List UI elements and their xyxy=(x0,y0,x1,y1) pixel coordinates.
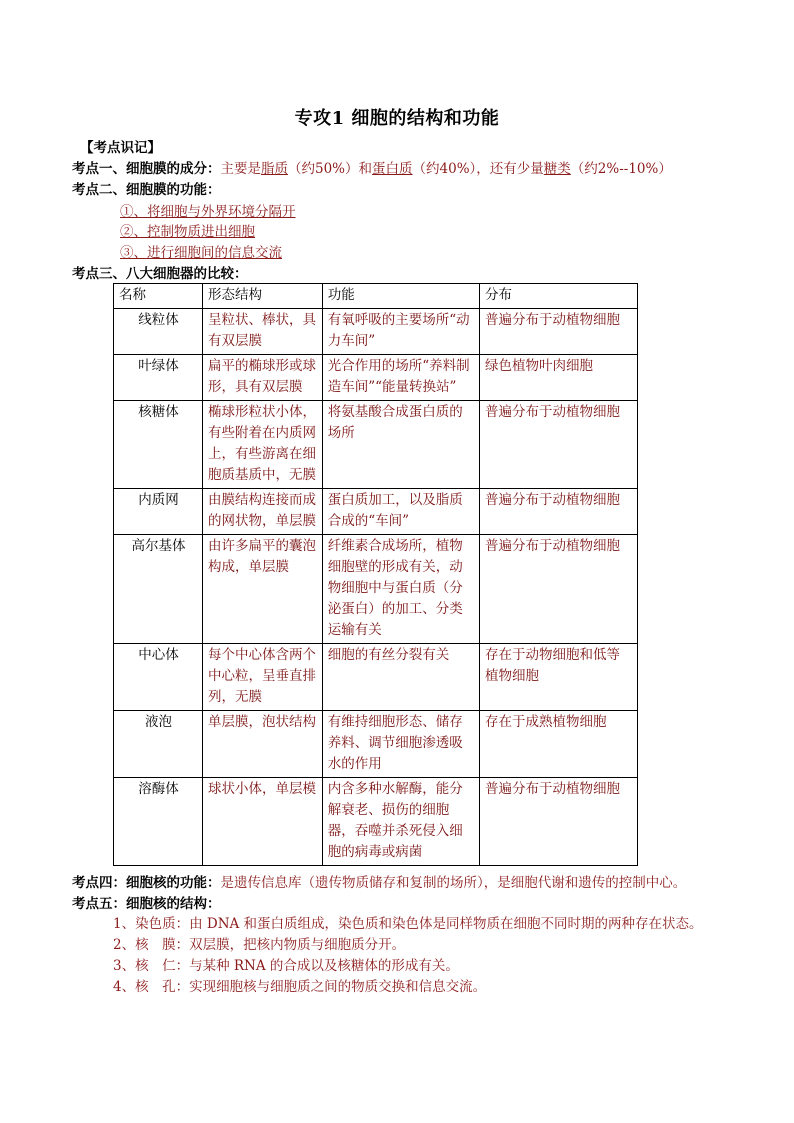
table-header-cell: 形态结构 xyxy=(202,284,322,309)
kp1-protein: 蛋白质 xyxy=(372,161,413,177)
organelle-name: 溶酶体 xyxy=(114,778,203,866)
kp2-item: ②、控制物质进出细胞 xyxy=(120,224,255,240)
organelle-shape: 呈粒状、棒状，具有双层膜 xyxy=(202,309,322,355)
table-row xyxy=(114,401,638,489)
table-row xyxy=(114,644,638,711)
organelle-function: 将氨基酸合成蛋白质的场所 xyxy=(322,401,479,489)
table-row xyxy=(114,535,638,644)
table-row xyxy=(114,711,638,778)
table-row xyxy=(114,778,638,866)
organelle-distribution: 存在于动物细胞和低等植物细胞 xyxy=(480,644,638,711)
table-header-row xyxy=(114,284,638,309)
kp1-lipid: 脂质 xyxy=(261,161,288,177)
organelle-shape: 每个中心体含两个中心粒，呈垂直排列，无膜 xyxy=(202,644,322,711)
table-row xyxy=(114,309,638,355)
organelle-name: 核糖体 xyxy=(114,401,203,489)
kp5-item: 4、核 孔：实现细胞核与细胞质之间的物质交换和信息交流。 xyxy=(113,979,487,995)
organelle-name: 线粒体 xyxy=(114,309,203,355)
kp1-text-d: （约2%--10%） xyxy=(570,161,672,177)
organelle-name: 叶绿体 xyxy=(114,355,203,401)
kp5-label: 考点五：细胞核的结构： xyxy=(72,896,221,912)
organelle-distribution: 普遍分布于动植物细胞 xyxy=(480,401,638,489)
organelle-name: 高尔基体 xyxy=(114,535,203,644)
kp5-item: 1、染色质：由 DNA 和蛋白质组成，染色质和染色体是同样物质在细胞不同时期的两种存在状态。 xyxy=(113,916,703,932)
organelle-distribution: 绿色植物叶肉细胞 xyxy=(480,355,638,401)
table-header-cell: 功能 xyxy=(322,284,479,309)
kp1-sugar: 糖类 xyxy=(543,161,571,177)
organelle-shape: 椭球形粒状小体，有些附着在内质网上，有些游离在细胞质基质中，无膜 xyxy=(202,401,322,489)
kp1-text-a: 主要是 xyxy=(220,161,261,177)
table-header-cell: 分布 xyxy=(480,284,638,309)
section-header: 【考点识记】 xyxy=(80,140,161,156)
organelle-function: 有氧呼吸的主要场所“动力车间” xyxy=(322,309,479,355)
kp2-label: 考点二、细胞膜的功能： xyxy=(72,182,221,198)
organelle-distribution: 普遍分布于动植物细胞 xyxy=(480,489,638,535)
table-header-cell: 名称 xyxy=(114,284,203,309)
organelle-distribution: 普遍分布于动植物细胞 xyxy=(480,778,638,866)
kp5-item: 2、核 膜：双层膜，把核内物质与细胞质分开。 xyxy=(113,937,406,953)
organelle-function: 纤维素合成场所，植物细胞壁的形成有关，动物细胞中与蛋白质（分泌蛋白）的加工、分类运输有关 xyxy=(322,535,479,644)
kp4-line xyxy=(72,873,686,893)
organelle-name: 中心体 xyxy=(114,644,203,711)
organelle-shape: 球状小体，单层模 xyxy=(202,778,322,866)
organelle-name: 液泡 xyxy=(114,711,203,778)
kp1-text-b: （约50%）和 xyxy=(288,161,373,177)
organelle-distribution: 普遍分布于动植物细胞 xyxy=(480,309,638,355)
organelle-shape: 由许多扁平的囊泡构成，单层膜 xyxy=(202,535,322,644)
kp1-label: 考点一、细胞膜的成分： xyxy=(72,161,221,177)
organelle-table xyxy=(113,283,638,866)
organelle-distribution: 普遍分布于动植物细胞 xyxy=(480,535,638,644)
organelle-function: 光合作用的场所“养料制造车间”“能量转换站” xyxy=(322,355,479,401)
kp4-text: 是遗传信息库（遗传物质储存和复制的场所），是细胞代谢和遗传的控制中心。 xyxy=(220,875,687,891)
organelle-function: 细胞的有丝分裂有关 xyxy=(322,644,479,711)
page-title: 专攻1 细胞的结构和功能 xyxy=(294,108,500,129)
organelle-shape: 由膜结构连接而成的网状物，单层膜 xyxy=(202,489,322,535)
organelle-function: 内含多种水解酶，能分解衰老、损伤的细胞器，吞噬并杀死侵入细胞的病毒或病菌 xyxy=(322,778,479,866)
kp2-item: ①、将细胞与外界环境分隔开 xyxy=(120,204,296,220)
kp2-item: ③、进行细胞间的信息交流 xyxy=(120,245,282,261)
kp4-label: 考点四：细胞核的功能： xyxy=(72,875,221,891)
table-row xyxy=(114,355,638,401)
organelle-distribution: 存在于成熟植物细胞 xyxy=(480,711,638,778)
kp5-item: 3、核 仁：与某种 RNA 的合成以及核糖体的形成有关。 xyxy=(113,958,459,974)
organelle-shape: 单层膜，泡状结构 xyxy=(202,711,322,778)
kp3-label: 考点三、八大细胞器的比较： xyxy=(72,266,248,282)
kp1-text-c: （约40%），还有少量 xyxy=(412,161,544,177)
organelle-function: 蛋白质加工，以及脂质合成的“车间” xyxy=(322,489,479,535)
organelle-name: 内质网 xyxy=(114,489,203,535)
organelle-function: 有维持细胞形态、储存养料、调节细胞渗透吸水的作用 xyxy=(322,711,479,778)
kp1-line xyxy=(72,159,672,179)
table-row xyxy=(114,489,638,535)
organelle-shape: 扁平的椭球形或球形，具有双层膜 xyxy=(202,355,322,401)
